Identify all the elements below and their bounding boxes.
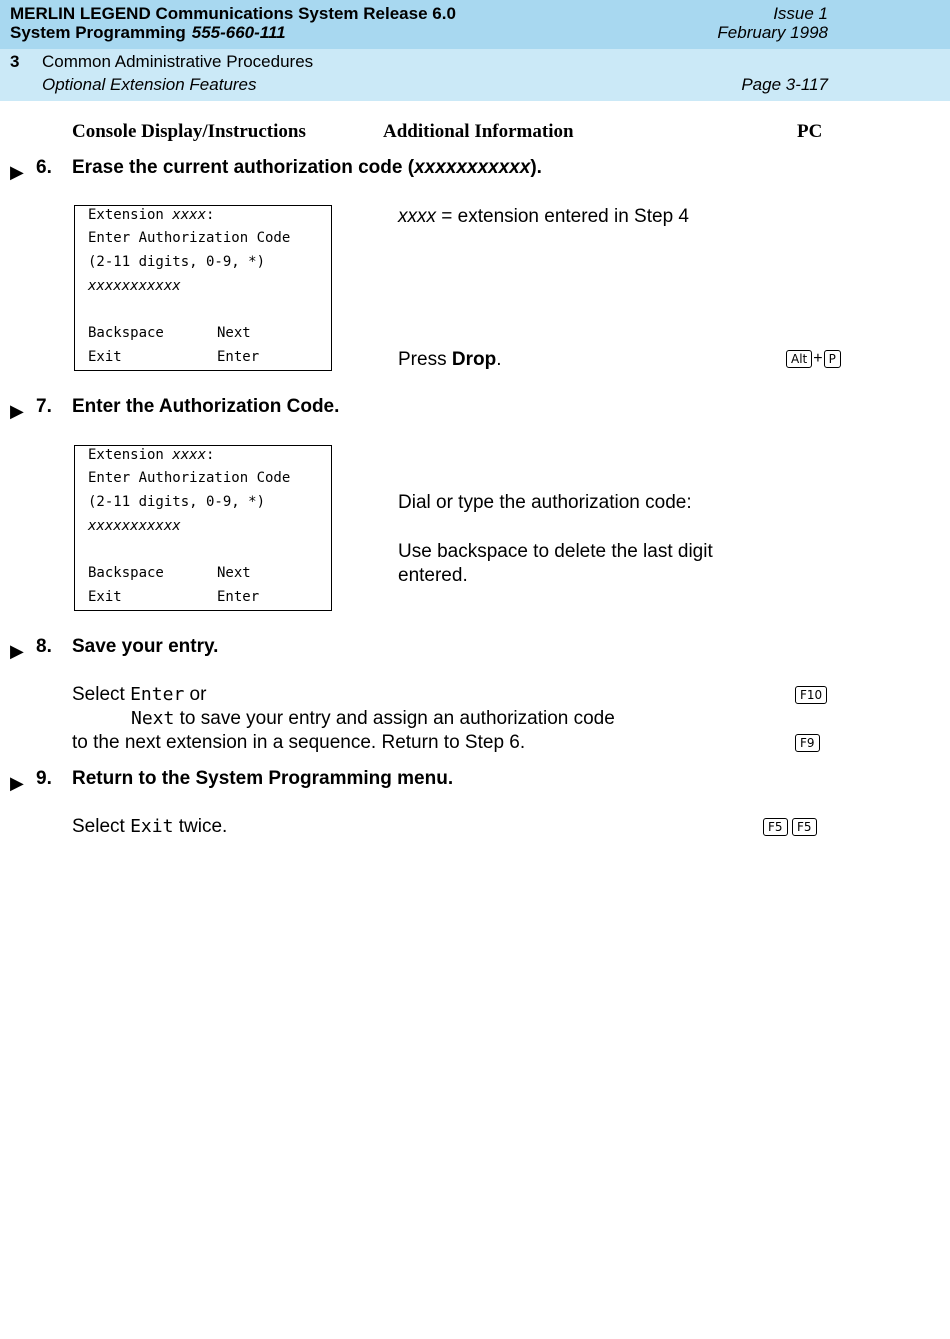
chapter-title: Common Administrative Procedures [42, 52, 314, 71]
screen-enter-option: Enter [217, 589, 260, 605]
step-title: Erase the current authorization code (xxxxxxxxxxx). [72, 157, 542, 178]
pc-key-f5-f5 [763, 818, 817, 836]
issue-label: Issue 1 [773, 4, 828, 23]
screen-backspace-option: Backspace [88, 565, 164, 581]
pc-key-f10 [795, 686, 827, 704]
console-screen [74, 205, 332, 371]
step-number: 6. [36, 157, 52, 178]
instruction-select-enter: Select Enter or [72, 684, 207, 705]
info-backspace-line2: entered. [398, 565, 468, 586]
step-arrow-icon: ▶ [10, 773, 24, 793]
step-number: 9. [36, 768, 52, 789]
screen-line-extension: Extension xxxx: [88, 447, 215, 463]
step-arrow-icon: ▶ [10, 641, 24, 661]
instruction-sequence: to the next extension in a sequence. Return to Step 6. [72, 732, 526, 753]
screen-next-option: Next [217, 565, 251, 581]
instruction-next: Next to save your entry and assign an authorization code [131, 708, 615, 729]
screen-exit-option: Exit [88, 349, 122, 365]
screen-line-prompt: Enter Authorization Code [88, 230, 291, 246]
p-key-icon: P [824, 350, 841, 368]
screen-line-prompt: Enter Authorization Code [88, 470, 291, 486]
alt-key-icon: Alt [786, 350, 812, 368]
step-title: Save your entry. [72, 636, 219, 657]
instruction-select-exit: Select Exit twice. [72, 816, 228, 837]
screen-line-range: (2-11 digits, 0-9, *) [88, 494, 266, 510]
column-heading-console: Console Display/Instructions [72, 121, 306, 142]
screen-backspace-option: Backspace [88, 325, 164, 341]
info-press-drop: Press Drop. [398, 349, 502, 370]
pc-key-f9 [795, 734, 820, 752]
step-title: Return to the System Programming menu. [72, 768, 454, 789]
f9-key-icon: F9 [795, 734, 820, 752]
document-title: MERLIN LEGEND Communications System Release 6.0 [10, 4, 456, 23]
screen-line-extension: Extension xxxx: [88, 207, 215, 223]
chapter-number: 3 [10, 52, 20, 71]
step-title: Enter the Authorization Code. [72, 396, 340, 417]
step-arrow-icon: ▶ [10, 401, 24, 421]
pc-key-alt-p: Alt + P [786, 350, 841, 368]
issue-date: February 1998 [717, 23, 828, 42]
info-dial-code: Dial or type the authorization code: [398, 492, 692, 513]
step-number: 7. [36, 396, 52, 417]
info-backspace-line1: Use backspace to delete the last digit [398, 541, 713, 562]
f10-key-icon: F10 [795, 686, 827, 704]
f5-key-icon: F5 [763, 818, 788, 836]
column-heading-info: Additional Information [383, 121, 574, 142]
screen-line-code: xxxxxxxxxxx [88, 278, 181, 294]
screen-next-option: Next [217, 325, 251, 341]
section-title: Optional Extension Features [42, 75, 257, 94]
console-screen [74, 445, 332, 611]
page-number: Page 3-117 [741, 75, 828, 94]
column-heading-pc: PC [797, 121, 823, 142]
document-number: 555-660-111 [191, 23, 286, 42]
screen-line-range: (2-11 digits, 0-9, *) [88, 254, 266, 270]
screen-line-code: xxxxxxxxxxx [88, 518, 181, 534]
screen-enter-option: Enter [217, 349, 260, 365]
info-extension-note: xxxx = extension entered in Step 4 [398, 206, 689, 227]
document-subtitle: System Programming 555-660-111 [10, 23, 286, 42]
f5-key-icon: F5 [792, 818, 817, 836]
screen-exit-option: Exit [88, 589, 122, 605]
step-arrow-icon: ▶ [10, 162, 24, 182]
step-number: 8. [36, 636, 52, 657]
